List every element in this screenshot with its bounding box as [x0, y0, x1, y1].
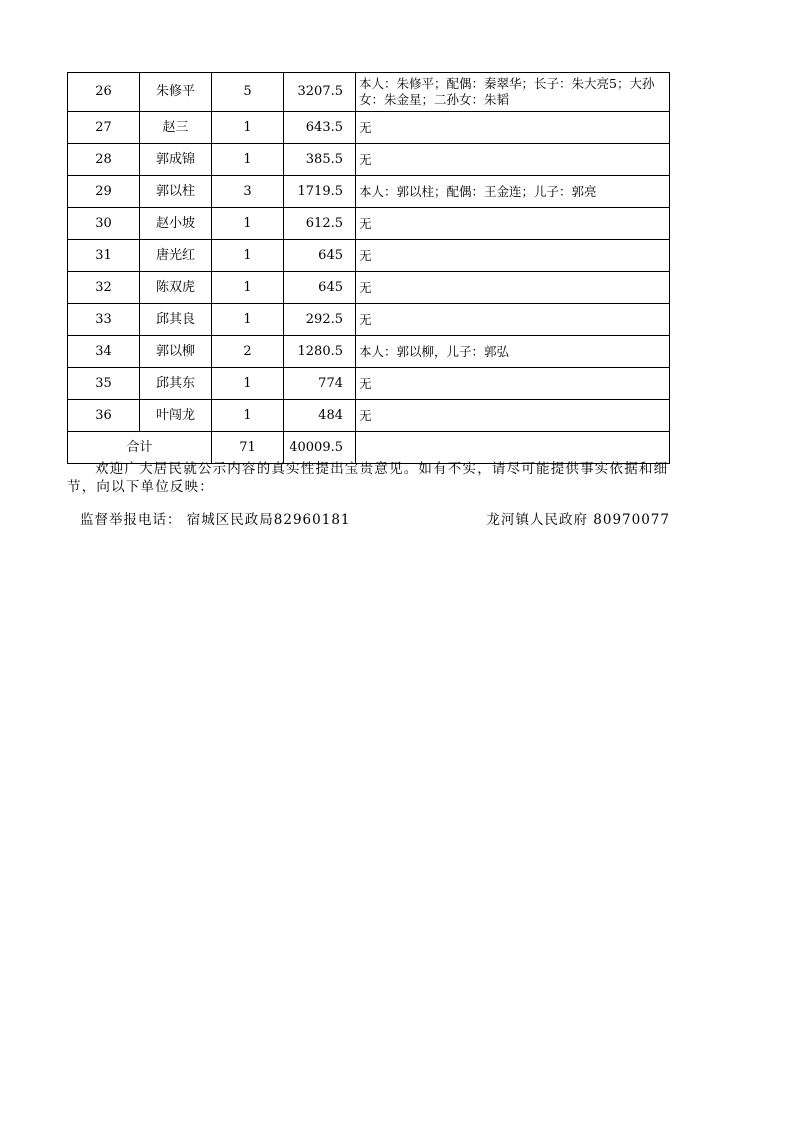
row-amount: 774 — [284, 368, 356, 400]
table-row — [68, 176, 670, 208]
row-name: 郭以柳 — [140, 336, 212, 368]
row-amount: 1280.5 — [284, 336, 356, 368]
row-amount: 484 — [284, 400, 356, 432]
row-count: 1 — [212, 112, 284, 144]
row-name: 郭成锦 — [140, 144, 212, 176]
row-count: 1 — [212, 208, 284, 240]
row-number: 33 — [68, 304, 140, 336]
row-members: 无 — [356, 208, 670, 240]
row-count: 1 — [212, 144, 284, 176]
table-row — [68, 368, 670, 400]
row-amount: 643.5 — [284, 112, 356, 144]
row-amount: 3207.5 — [284, 73, 356, 112]
row-members: 无 — [356, 240, 670, 272]
row-count: 1 — [212, 400, 284, 432]
row-members: 本人：朱修平；配偶：秦翠华；长子：朱大亮5；大孙女：朱金星；二孙女：朱韬 — [356, 73, 670, 112]
table-row — [68, 112, 670, 144]
row-name: 唐光红 — [140, 240, 212, 272]
total-amount: 40009.5 — [284, 432, 356, 464]
notice-text: 欢迎广大居民就公示内容的真实性提出宝贵意见。如有不实，请尽可能提供事实依据和细节，向以下单位反映： — [67, 461, 669, 495]
row-number: 27 — [68, 112, 140, 144]
row-number: 36 — [68, 400, 140, 432]
row-count: 5 — [212, 73, 284, 112]
row-members: 本人：郭以柳，儿子：郭弘 — [356, 336, 670, 368]
table-row — [68, 304, 670, 336]
row-number: 28 — [68, 144, 140, 176]
row-amount: 1719.5 — [284, 176, 356, 208]
table-row — [68, 144, 670, 176]
row-members: 无 — [356, 304, 670, 336]
row-count: 1 — [212, 304, 284, 336]
row-amount: 612.5 — [284, 208, 356, 240]
row-amount: 645 — [284, 272, 356, 304]
roster-body — [68, 73, 670, 464]
row-number: 34 — [68, 336, 140, 368]
row-members: 无 — [356, 272, 670, 304]
row-name: 邱其东 — [140, 368, 212, 400]
table-row — [68, 240, 670, 272]
row-members: 无 — [356, 400, 670, 432]
row-number: 30 — [68, 208, 140, 240]
table-row — [68, 73, 670, 112]
total-label: 合计 — [68, 432, 212, 464]
table-row — [68, 272, 670, 304]
row-amount: 292.5 — [284, 304, 356, 336]
roster-table — [67, 72, 670, 464]
row-name: 叶闯龙 — [140, 400, 212, 432]
total-row — [68, 432, 670, 464]
row-count: 1 — [212, 368, 284, 400]
table-row — [68, 336, 670, 368]
total-members — [356, 432, 670, 464]
table-row — [68, 400, 670, 432]
row-name: 陈双虎 — [140, 272, 212, 304]
total-count: 71 — [212, 432, 284, 464]
row-amount: 645 — [284, 240, 356, 272]
row-members: 无 — [356, 368, 670, 400]
row-members: 无 — [356, 144, 670, 176]
row-name: 赵三 — [140, 112, 212, 144]
row-number: 26 — [68, 73, 140, 112]
row-name: 朱修平 — [140, 73, 212, 112]
row-name: 邱其良 — [140, 304, 212, 336]
row-count: 1 — [212, 240, 284, 272]
contact-town: 龙河镇人民政府 80970077 — [486, 512, 670, 528]
row-number: 31 — [68, 240, 140, 272]
row-name: 赵小坡 — [140, 208, 212, 240]
row-amount: 385.5 — [284, 144, 356, 176]
row-number: 35 — [68, 368, 140, 400]
contact-district: 监督举报电话： 宿城区民政局82960181 — [80, 512, 351, 528]
row-count: 1 — [212, 272, 284, 304]
row-count: 3 — [212, 176, 284, 208]
row-members: 本人：郭以柱；配偶：王金连；儿子：郭亮 — [356, 176, 670, 208]
row-number: 32 — [68, 272, 140, 304]
row-number: 29 — [68, 176, 140, 208]
row-name: 郭以柱 — [140, 176, 212, 208]
row-count: 2 — [212, 336, 284, 368]
table-row — [68, 208, 670, 240]
row-members: 无 — [356, 112, 670, 144]
